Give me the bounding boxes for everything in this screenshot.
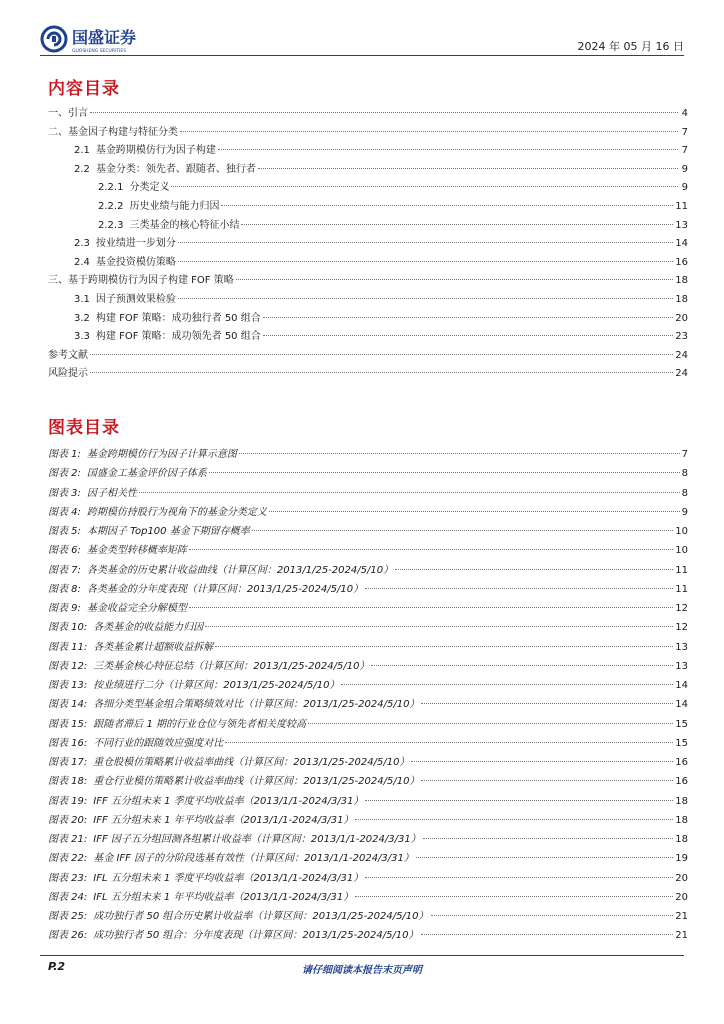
- company-name-cn: 国盛证券: [72, 28, 137, 47]
- figure-entry[interactable]: [48, 522, 688, 541]
- toc-entry-text: 二、基金因子构建与特征分类: [48, 126, 178, 138]
- figure-entry[interactable]: [48, 599, 688, 618]
- toc-entry[interactable]: [48, 216, 688, 235]
- toc-entry[interactable]: [48, 364, 688, 383]
- figure-page-number: 14: [675, 680, 688, 691]
- toc-entry-text: 三类基金的核心特征小结: [129, 219, 240, 231]
- figure-entry-number: 图表 18:: [48, 776, 88, 788]
- dot-leader: [178, 297, 673, 299]
- toc-entry[interactable]: [48, 327, 688, 346]
- figure-entry[interactable]: [48, 484, 688, 503]
- figure-entry-number: 图表 1:: [48, 449, 81, 460]
- figure-entry-label: 基金跨期模仿行为因子计算示意图: [86, 449, 237, 460]
- dot-leader: [431, 914, 674, 916]
- figure-entry[interactable]: [48, 811, 688, 830]
- figure-page-number: 10: [675, 545, 688, 557]
- dot-leader: [241, 223, 673, 225]
- figure-entry[interactable]: [48, 715, 688, 734]
- figure-page-number: 21: [675, 911, 688, 922]
- figure-page-number: 14: [675, 699, 688, 711]
- toc-entry-text: 风险提示: [48, 368, 88, 380]
- toc-entry-number: 2.2.3: [98, 219, 124, 231]
- dot-leader: [215, 645, 673, 647]
- figure-entry[interactable]: [48, 541, 688, 560]
- toc-entry-label: [74, 253, 176, 268]
- figure-page-number: 18: [675, 795, 688, 807]
- toc-page-number: 18: [675, 293, 688, 305]
- dot-leader: [421, 933, 674, 935]
- toc-entry[interactable]: [48, 197, 688, 216]
- figure-entry-label: 成功独行者 50 组合历史累计收益率（计算区间：2013/1/25-2024/5/10）: [93, 911, 429, 922]
- figure-page-number: 11: [675, 583, 688, 595]
- figure-entry-number: 图表 5:: [48, 526, 81, 537]
- dot-leader: [258, 167, 678, 169]
- dot-leader: [371, 664, 673, 666]
- toc-entry-number: 2.4: [74, 256, 90, 268]
- figure-entry-label: 跟随者滞后 1 期的行业仓位与领先者相关度较高: [93, 718, 307, 730]
- figure-page-number: 18: [675, 834, 688, 845]
- toc-entry[interactable]: [48, 346, 688, 365]
- dot-leader: [411, 760, 673, 762]
- dot-leader: [365, 876, 673, 878]
- figure-entry[interactable]: [48, 657, 688, 676]
- dot-leader: [90, 111, 678, 113]
- dot-leader: [239, 452, 680, 454]
- toc-entry-label: [74, 290, 176, 305]
- figure-entry-label: 基金 IFF 因子的分阶段选基有效性（计算区间：2013/1/1-2024/3/31）: [93, 853, 414, 865]
- toc-page-number: 9: [681, 163, 688, 175]
- figure-entry-label: 各类基金的分年度表现（计算区间：2013/1/25-2024/5/10）: [86, 583, 364, 595]
- figure-entry-number: 图表 21:: [48, 834, 88, 845]
- figure-entry-label: 重仓行业模仿策略累计收益率曲线（计算区间：2013/1/25-2024/5/10）: [93, 776, 420, 788]
- figure-entry-number: 图表 9:: [48, 603, 81, 614]
- toc-entry-label: [98, 216, 239, 231]
- dot-leader: [252, 529, 674, 531]
- dot-leader: [365, 799, 673, 801]
- toc-entry-label: [48, 364, 88, 379]
- figure-entry-label: 本期因子 Top100 基金下期留存概率: [86, 526, 250, 537]
- figure-page-number: 13: [675, 660, 688, 672]
- dot-leader: [355, 818, 673, 820]
- figure-entry-label: 跨期模仿持股行为视角下的基金分类定义: [86, 506, 267, 518]
- toc-page-number: 11: [675, 200, 688, 212]
- header-divider: [40, 55, 684, 56]
- toc-page-number: 23: [675, 331, 688, 343]
- figure-entry-label: 各类基金的历史累计收益曲线（计算区间：2013/1/25-2024/5/10）: [86, 564, 394, 576]
- figure-entry-number: 图表 14:: [48, 699, 88, 711]
- figure-entry-label: 因子相关性: [86, 487, 137, 499]
- figure-page-number: 19: [675, 853, 688, 865]
- figure-entry-label: 按业绩进行二分（计算区间：2013/1/25-2024/5/10）: [93, 680, 340, 691]
- dot-leader: [225, 741, 673, 743]
- dot-leader: [308, 722, 673, 724]
- figure-entry[interactable]: [48, 503, 688, 522]
- dot-leader: [90, 353, 673, 355]
- toc-entry-label: [74, 309, 261, 324]
- toc-page-number: 20: [675, 312, 688, 324]
- toc-entry[interactable]: [48, 104, 688, 123]
- toc-entry-label: [74, 327, 261, 342]
- figure-entry-number: 图表 25:: [48, 911, 88, 922]
- toc-entry-label: [48, 123, 178, 138]
- dot-leader: [189, 606, 673, 608]
- figure-page-number: 15: [675, 718, 688, 730]
- figure-entry[interactable]: [48, 753, 688, 772]
- toc-entry[interactable]: [48, 253, 688, 272]
- figure-entry-number: 图表 19:: [48, 795, 88, 807]
- figure-entry[interactable]: [48, 445, 688, 464]
- dot-leader: [218, 148, 678, 150]
- dot-leader: [139, 491, 680, 493]
- figure-entry-label: 各细分类型基金组合策略绩效对比（计算区间：2013/1/25-2024/5/10）: [93, 699, 420, 711]
- figure-entry-number: 图表 26:: [48, 930, 88, 942]
- figure-entry[interactable]: [48, 580, 688, 599]
- toc-entry-label: [48, 346, 88, 361]
- figure-entry[interactable]: [48, 638, 688, 657]
- figure-page-number: 8: [681, 487, 688, 499]
- dot-leader: [209, 471, 680, 473]
- toc-entry-text: 一、引言: [48, 108, 88, 119]
- figure-page-number: 10: [675, 526, 688, 537]
- figure-entry[interactable]: [48, 926, 688, 945]
- toc-entry-number: 2.2: [74, 163, 90, 175]
- figure-page-number: 12: [675, 622, 688, 634]
- figure-entry-number: 图表 10:: [48, 622, 88, 634]
- figure-entry-label: 各类基金累计超额收益拆解: [93, 641, 214, 653]
- figure-page-number: 16: [675, 776, 688, 788]
- figure-entry-number: 图表 7:: [48, 564, 81, 576]
- toc-entry-text: 因子预测效果检验: [95, 293, 176, 305]
- dot-leader: [416, 856, 673, 858]
- table-of-contents: [48, 104, 688, 383]
- dot-leader: [180, 130, 678, 132]
- toc-entry[interactable]: [48, 271, 688, 290]
- figure-page-number: 21: [675, 930, 688, 942]
- figure-entry-number: 图表 8:: [48, 583, 81, 595]
- figure-entry-label: 不同行业的跟随效应强度对比: [93, 737, 224, 749]
- dot-leader: [395, 568, 673, 570]
- toc-entry[interactable]: [48, 160, 688, 179]
- toc-page-number: 24: [675, 368, 688, 380]
- dot-leader: [365, 587, 673, 589]
- toc-entry[interactable]: [48, 309, 688, 328]
- figure-page-number: 9: [681, 506, 688, 518]
- figure-entry[interactable]: [48, 869, 688, 888]
- figure-entry-label: 各类基金的收益能力归因: [93, 622, 204, 634]
- footer-divider: [40, 955, 684, 956]
- toc-entry-text: 基金分类：领先者、跟随者、独行者: [95, 163, 256, 175]
- toc-entry-text: 按业绩进一步划分: [95, 238, 176, 250]
- figure-entry[interactable]: [48, 830, 688, 849]
- figure-entry-label: 国盛金工基金评价因子体系: [86, 468, 207, 480]
- figure-entry-number: 图表 23:: [48, 872, 88, 884]
- page-header: [40, 20, 684, 56]
- toc-entry-text: 历史业绩与能力归因: [129, 200, 220, 212]
- figure-entry-number: 图表 24:: [48, 891, 88, 903]
- toc-entry-text: 基金投资模仿策略: [95, 256, 176, 268]
- figure-entry-label: 成功独行者 50 组合：分年度表现（计算区间：2013/1/25-2024/5/10）: [93, 930, 419, 942]
- figure-entry-label: IFL 五分组未来 1 季度平均收益率（2013/1/1-2024/3/31）: [93, 872, 364, 884]
- toc-entry-label: [74, 141, 216, 156]
- toc-page-number: 24: [675, 349, 688, 361]
- toc-entry[interactable]: [48, 234, 688, 253]
- dot-leader: [90, 371, 673, 373]
- dot-leader: [178, 241, 673, 243]
- company-name-en: GUOSHENG SECURITIES: [72, 49, 127, 54]
- figure-page-number: 8: [681, 468, 688, 480]
- dot-leader: [269, 510, 680, 512]
- toc-page-number: 7: [681, 145, 688, 157]
- figure-entry[interactable]: [48, 849, 688, 868]
- toc-entry-number: 2.2.1: [98, 182, 124, 194]
- figure-entry-number: 图表 12:: [48, 660, 88, 672]
- figure-entry[interactable]: [48, 618, 688, 637]
- figure-entry[interactable]: [48, 676, 688, 695]
- figure-page-number: 20: [675, 872, 688, 884]
- figure-entry-number: 图表 15:: [48, 718, 88, 730]
- toc-entry-number: 2.2.2: [98, 200, 124, 212]
- figure-entry-label: 重仓股模仿策略累计收益率曲线（计算区间：2013/1/25-2024/5/10）: [93, 757, 410, 768]
- figure-entry[interactable]: [48, 695, 688, 714]
- figure-entry-label: 基金类型转移概率矩阵: [86, 545, 187, 557]
- figure-list-title: 图表目录: [48, 418, 120, 438]
- figure-entry-label: 三类基金核心特征总结（计算区间：2013/1/25-2024/5/10）: [93, 660, 370, 672]
- figure-entry-number: 图表 13:: [48, 680, 88, 691]
- toc-page-number: 4: [681, 108, 688, 119]
- dot-leader: [205, 625, 673, 627]
- toc-entry-text: 基金跨期模仿行为因子构建: [95, 145, 216, 157]
- figure-page-number: 12: [675, 603, 688, 614]
- toc-entry[interactable]: [48, 123, 688, 142]
- figure-entry-number: 图表 16:: [48, 737, 88, 749]
- report-date: 2024 年 05 月 16 日: [577, 40, 684, 53]
- figure-page-number: 18: [675, 814, 688, 826]
- figure-page-number: 20: [675, 891, 688, 903]
- toc-page-number: 14: [675, 238, 688, 250]
- figure-entry-label: IFF 五分组未来 1 季度平均收益率（2013/1/1-2024/3/31）: [93, 795, 364, 807]
- figure-entry-label: 基金收益完全分解模型: [86, 603, 187, 614]
- dot-leader: [263, 316, 674, 318]
- toc-page-number: 18: [675, 275, 688, 287]
- figure-entry[interactable]: [48, 772, 688, 791]
- figure-entry[interactable]: [48, 907, 688, 926]
- dot-leader: [221, 204, 673, 206]
- figure-entry[interactable]: [48, 464, 688, 483]
- toc-entry-number: 2.3: [74, 238, 90, 250]
- figure-page-number: 7: [681, 449, 688, 460]
- dot-leader: [171, 185, 678, 187]
- figure-entry-label: IFF 五分组未来 1 年平均收益率（2013/1/1-2024/3/31）: [93, 814, 354, 826]
- figure-entry-label: IFL 五分组未来 1 年平均收益率（2013/1/1-2024/3/31）: [93, 891, 354, 903]
- toc-entry-number: 3.1: [74, 293, 90, 305]
- toc-entry-text: 构建 FOF 策略：成功独行者 50 组合: [95, 312, 261, 324]
- dot-leader: [341, 683, 673, 685]
- figure-entry-number: 图表 3:: [48, 487, 81, 499]
- toc-entry-number: 3.2: [74, 312, 90, 324]
- figure-entry-label: IFF 因子五分组回测各组累计收益率（计算区间：2013/1/1-2024/3/31）: [93, 834, 421, 845]
- figure-list: [48, 445, 688, 946]
- toc-entry-text: 三、基于跨期模仿行为因子构建 FOF 策略: [48, 275, 234, 287]
- toc-entry-text: 分类定义: [129, 182, 170, 194]
- figure-entry-number: 图表 11:: [48, 641, 88, 653]
- dot-leader: [423, 837, 674, 839]
- footer-disclaimer: 请仔细阅读本报告末页声明: [302, 965, 422, 976]
- toc-page-number: 9: [681, 182, 688, 194]
- toc-title: 内容目录: [48, 79, 120, 99]
- figure-page-number: 11: [675, 564, 688, 576]
- toc-entry-label: [48, 104, 88, 119]
- figure-page-number: 13: [675, 641, 688, 653]
- figure-entry-number: 图表 6:: [48, 545, 81, 557]
- figure-page-number: 15: [675, 737, 688, 749]
- toc-entry-label: [98, 197, 219, 212]
- toc-entry-label: [74, 160, 256, 175]
- dot-leader: [178, 260, 673, 262]
- toc-page-number: 13: [675, 219, 688, 231]
- toc-entry-label: [74, 234, 176, 249]
- guosheng-logo-icon: [40, 24, 190, 54]
- toc-entry-label: [98, 178, 169, 193]
- figure-entry-number: 图表 17:: [48, 757, 88, 768]
- toc-entry-number: 3.3: [74, 331, 90, 343]
- dot-leader: [263, 334, 674, 336]
- figure-entry-number: 图表 22:: [48, 853, 88, 865]
- toc-entry[interactable]: [48, 290, 688, 309]
- figure-entry[interactable]: [48, 888, 688, 907]
- figure-entry-number: 图表 2:: [48, 468, 81, 480]
- dot-leader: [236, 278, 674, 280]
- figure-entry[interactable]: [48, 792, 688, 811]
- figure-entry[interactable]: [48, 561, 688, 580]
- dot-leader: [189, 548, 673, 550]
- toc-entry-text: 构建 FOF 策略：成功领先者 50 组合: [95, 331, 261, 343]
- toc-entry-text: 参考文献: [48, 349, 88, 361]
- dot-leader: [421, 702, 673, 704]
- figure-page-number: 16: [675, 757, 688, 768]
- page-number: P.2: [48, 960, 66, 973]
- dot-leader: [421, 779, 673, 781]
- toc-page-number: 16: [675, 256, 688, 268]
- toc-entry-label: [48, 271, 234, 286]
- figure-entry[interactable]: [48, 734, 688, 753]
- company-logo: [40, 24, 190, 54]
- figure-entry-number: 图表 20:: [48, 814, 88, 826]
- toc-page-number: 7: [681, 126, 688, 138]
- figure-entry-number: 图表 4:: [48, 506, 81, 518]
- dot-leader: [355, 895, 673, 897]
- toc-entry-number: 2.1: [74, 145, 90, 157]
- toc-entry[interactable]: [48, 141, 688, 160]
- toc-entry[interactable]: [48, 178, 688, 197]
